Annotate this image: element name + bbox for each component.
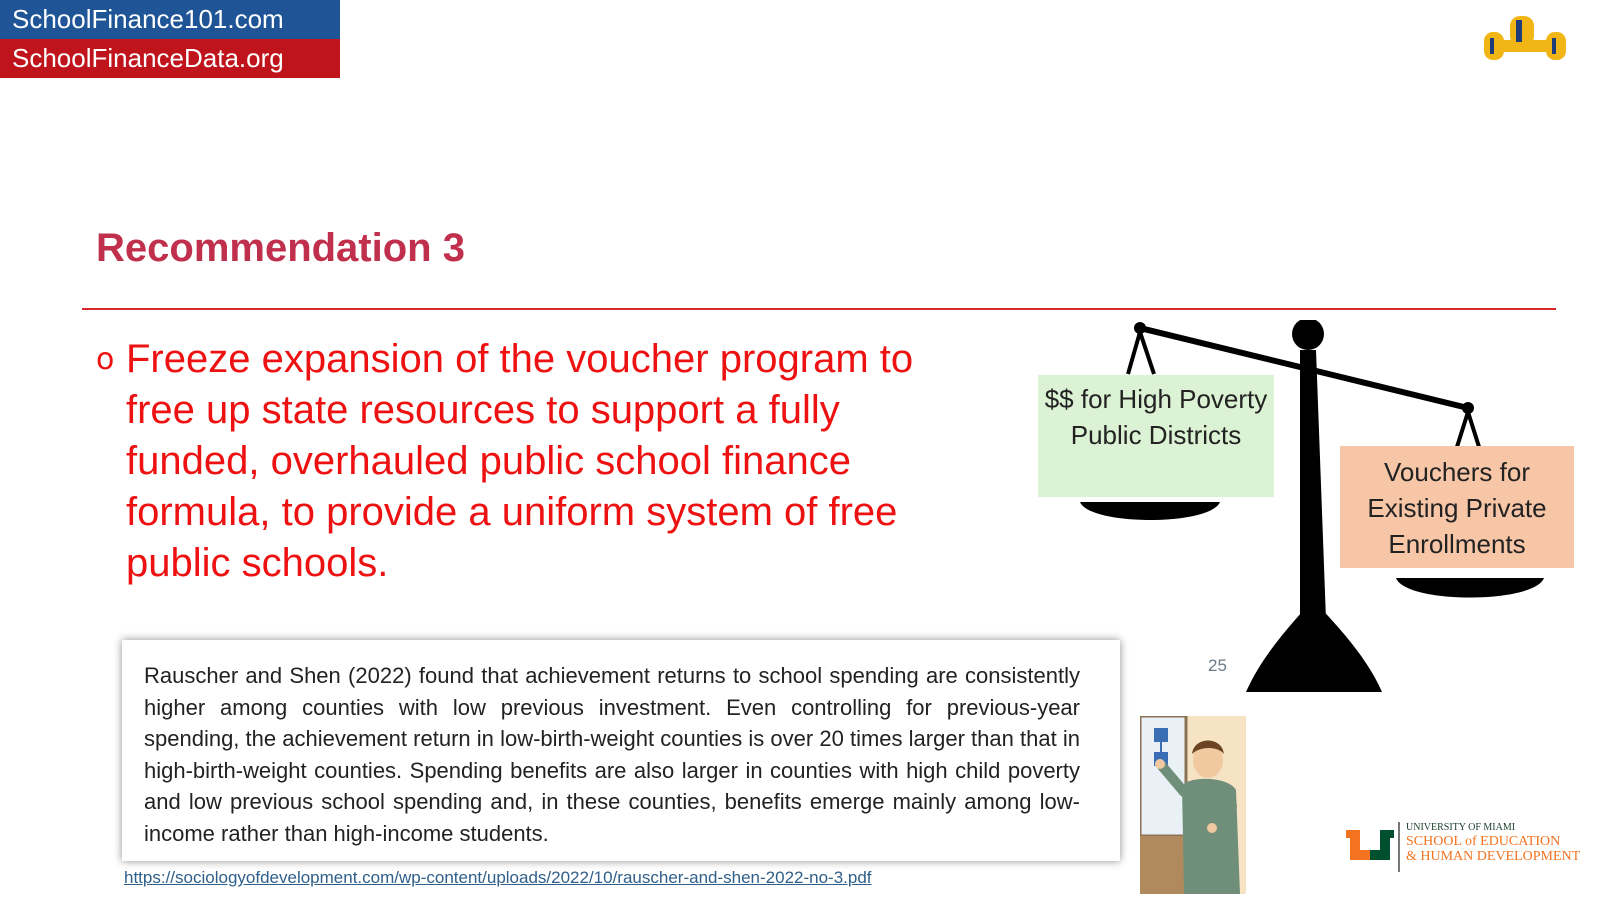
slide-title: Recommendation 3	[96, 226, 465, 270]
bdb-logo	[1480, 14, 1570, 64]
page-number: 25	[1208, 656, 1227, 675]
scale-left-label: $$ for High Poverty Public Districts	[1038, 375, 1274, 497]
university-name: UNIVERSITY OF MIAMI	[1406, 822, 1516, 833]
recommendation-bullet	[96, 334, 966, 589]
research-quote-box	[122, 640, 1120, 861]
scale-right-label: Vouchers for Existing Private Enrollments	[1340, 446, 1574, 568]
title-divider	[82, 308, 1556, 310]
bullet-marker: o	[96, 342, 115, 377]
bullet-text: Freeze expansion of the voucher program to free up state resources to support a fully funded, overhauled public school finance formula, to provide a uniform system of free public schools.	[126, 337, 914, 585]
university-logo	[1346, 822, 1590, 874]
source-link[interactable]: https://sociologyofdevelopment.com/wp-content/uploads/2022/10/rauscher-and-shen-2022-no-3.pdf	[124, 868, 872, 887]
school-name-line2: & HUMAN DEVELOPMENT	[1406, 849, 1581, 864]
teacher-illustration	[1140, 716, 1246, 894]
school-name-line1: SCHOOL of EDUCATION	[1406, 834, 1561, 849]
research-quote-text: Rauscher and Shen (2022) found that achievement returns to school spending are consistently higher among counties with low previous investment. Even controlling for previous-year spending, the achievement return in low-birth-weight counties is over 20 times larger than that in high-birth-weight counties. Spending benefits are also larger in counties with high child poverty and low previous school spending and, in these counties, benefits emerge mainly among low-income rather than high-income students.	[144, 663, 1080, 846]
site-link-schoolfinance101[interactable]: SchoolFinance101.com	[0, 0, 340, 39]
site-link-schoolfinancedata[interactable]: SchoolFinanceData.org	[0, 39, 340, 78]
u-logo-icon	[1346, 826, 1394, 866]
